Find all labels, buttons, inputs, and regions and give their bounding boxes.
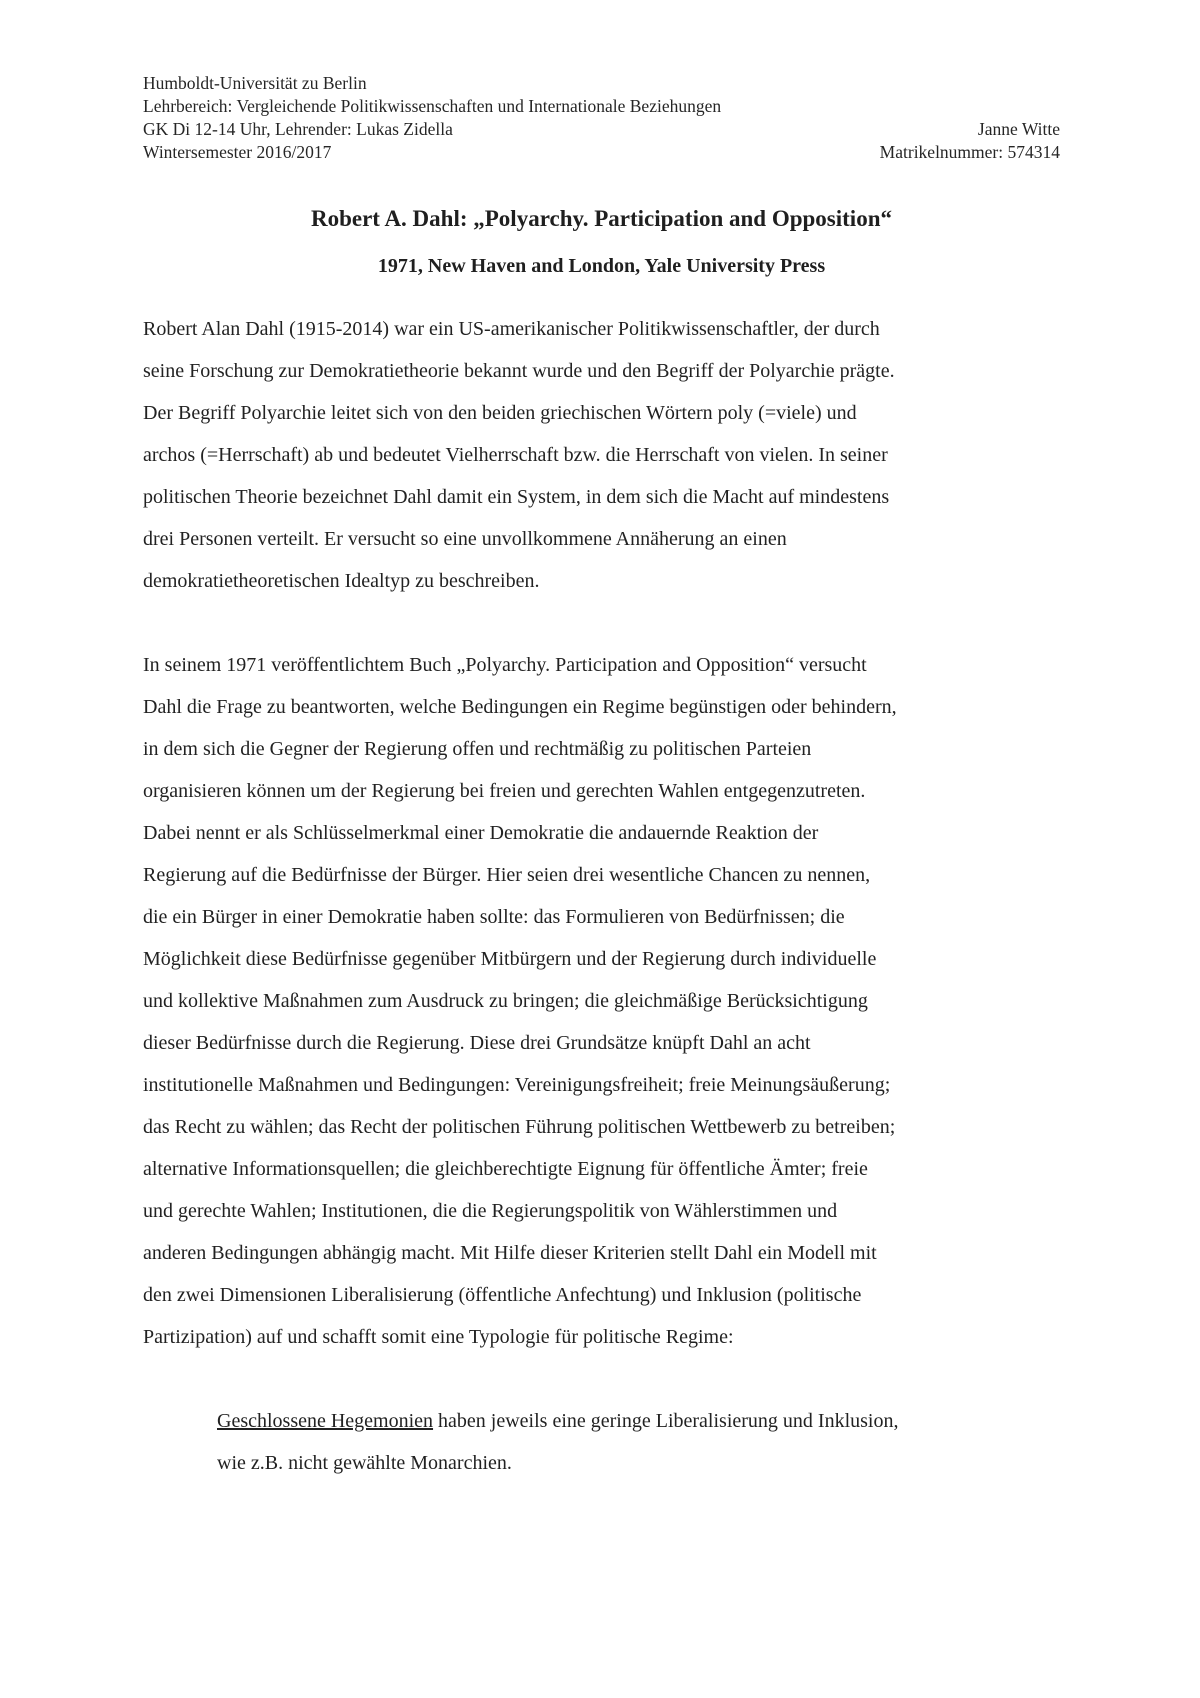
title-block bbox=[143, 204, 1060, 280]
definition-text: haben jeweils eine geringe Liberalisierung und Inklusion, bbox=[433, 1410, 899, 1432]
paragraph-line: Partizipation) auf und schafft somit eine Typologie für politische Regime: bbox=[143, 1326, 734, 1348]
paragraph-line: die ein Bürger in einer Demokratie haben sollte: das Formulieren von Bedürfnissen; die bbox=[143, 906, 845, 928]
header-line-university bbox=[143, 72, 1060, 95]
document-subtitle: 1971, New Haven and London, Yale University Press bbox=[377, 255, 826, 277]
document-header bbox=[143, 72, 1060, 164]
definition-line: wie z.B. nicht gewählte Monarchien. bbox=[217, 1452, 512, 1474]
indented-definition bbox=[143, 1400, 1060, 1484]
paragraph-line: das Recht zu wählen; das Recht der politischen Führung politischen Wettbewerb zu betreiben; bbox=[143, 1116, 896, 1138]
header-line-department bbox=[143, 95, 1060, 118]
paragraph-line: in dem sich die Gegner der Regierung offen und rechtmäßig zu politischen Parteien bbox=[143, 738, 812, 760]
paragraph-intro bbox=[143, 308, 1060, 602]
course-info: GK Di 12-14 Uhr, Lehrender: Lukas Zidella bbox=[143, 119, 453, 139]
paragraph-line: demokratietheoretischen Idealtyp zu beschreiben. bbox=[143, 570, 540, 592]
paragraph-line: Dahl die Frage zu beantworten, welche Bedingungen ein Regime begünstigen oder behindern, bbox=[143, 696, 897, 718]
header-line-course bbox=[143, 118, 1060, 141]
paragraph-line: seine Forschung zur Demokratietheorie bekannt wurde und den Begriff der Polyarchie prägte. bbox=[143, 360, 895, 382]
author-name: Janne Witte bbox=[977, 119, 1060, 139]
university-name: Humboldt-Universität zu Berlin bbox=[143, 73, 367, 93]
header-line-semester bbox=[143, 141, 1060, 164]
definition-term: Geschlossene Hegemonien bbox=[217, 1410, 434, 1432]
paragraph-line: drei Personen verteilt. Er versucht so eine unvollkommene Annäherung an einen bbox=[143, 528, 787, 550]
paragraph-line: organisieren können um der Regierung bei freien und gerechten Wahlen entgegenzutreten. bbox=[143, 780, 866, 802]
semester-info: Wintersemester 2016/2017 bbox=[143, 142, 332, 162]
paragraph-book-summary bbox=[143, 644, 1060, 1358]
paragraph-line: den zwei Dimensionen Liberalisierung (öffentliche Anfechtung) und Inklusion (politische bbox=[143, 1284, 862, 1306]
paragraph-line: Regierung auf die Bedürfnisse der Bürger. Hier seien drei wesentliche Chancen zu nennen, bbox=[143, 864, 871, 886]
matriculation-number: Matrikelnummer: 574314 bbox=[879, 142, 1060, 162]
paragraph-line: anderen Bedingungen abhängig macht. Mit Hilfe dieser Kriterien stellt Dahl ein Modell mit bbox=[143, 1242, 877, 1264]
paragraph-line: institutionelle Maßnahmen und Bedingungen: Vereinigungsfreiheit; freie Meinungsäußerung; bbox=[143, 1074, 891, 1096]
paragraph-line: Robert Alan Dahl (1915-2014) war ein US-amerikanischer Politikwissenschaftler, der durch bbox=[143, 318, 880, 340]
paragraph-line: Möglichkeit diese Bedürfnisse gegenüber Mitbürgern und der Regierung durch individuelle bbox=[143, 948, 877, 970]
paragraph-line: alternative Informationsquellen; die gleichberechtigte Eignung für öffentliche Ämter; freie bbox=[143, 1158, 868, 1180]
department-name: Lehrbereich: Vergleichende Politikwissenschaften und Internationale Beziehungen bbox=[143, 96, 722, 116]
paragraph-line: und kollektive Maßnahmen zum Ausdruck zu bringen; die gleichmäßige Berücksichtigung bbox=[143, 990, 868, 1012]
paragraph-line: archos (=Herrschaft) ab und bedeutet Vielherrschaft bzw. die Herrschaft von vielen. In seiner bbox=[143, 444, 888, 466]
paragraph-line: In seinem 1971 veröffentlichtem Buch „Polyarchy. Participation and Opposition“ versucht bbox=[143, 654, 867, 676]
document-title: Robert A. Dahl: „Polyarchy. Participation and Opposition“ bbox=[310, 206, 892, 231]
paragraph-line: und gerechte Wahlen; Institutionen, die die Regierungspolitik von Wählerstimmen und bbox=[143, 1200, 838, 1222]
paragraph-line: Der Begriff Polyarchie leitet sich von den beiden griechischen Wörtern poly (=viele) und bbox=[143, 402, 857, 424]
paragraph-line: dieser Bedürfnisse durch die Regierung. Diese drei Grundsätze knüpft Dahl an acht bbox=[143, 1032, 811, 1054]
paragraph-line: Dabei nennt er als Schlüsselmerkmal einer Demokratie die andauernde Reaktion der bbox=[143, 822, 819, 844]
paragraph-line: politischen Theorie bezeichnet Dahl damit ein System, in dem sich die Macht auf mindestens bbox=[143, 486, 890, 508]
definition-line bbox=[217, 1400, 1060, 1442]
